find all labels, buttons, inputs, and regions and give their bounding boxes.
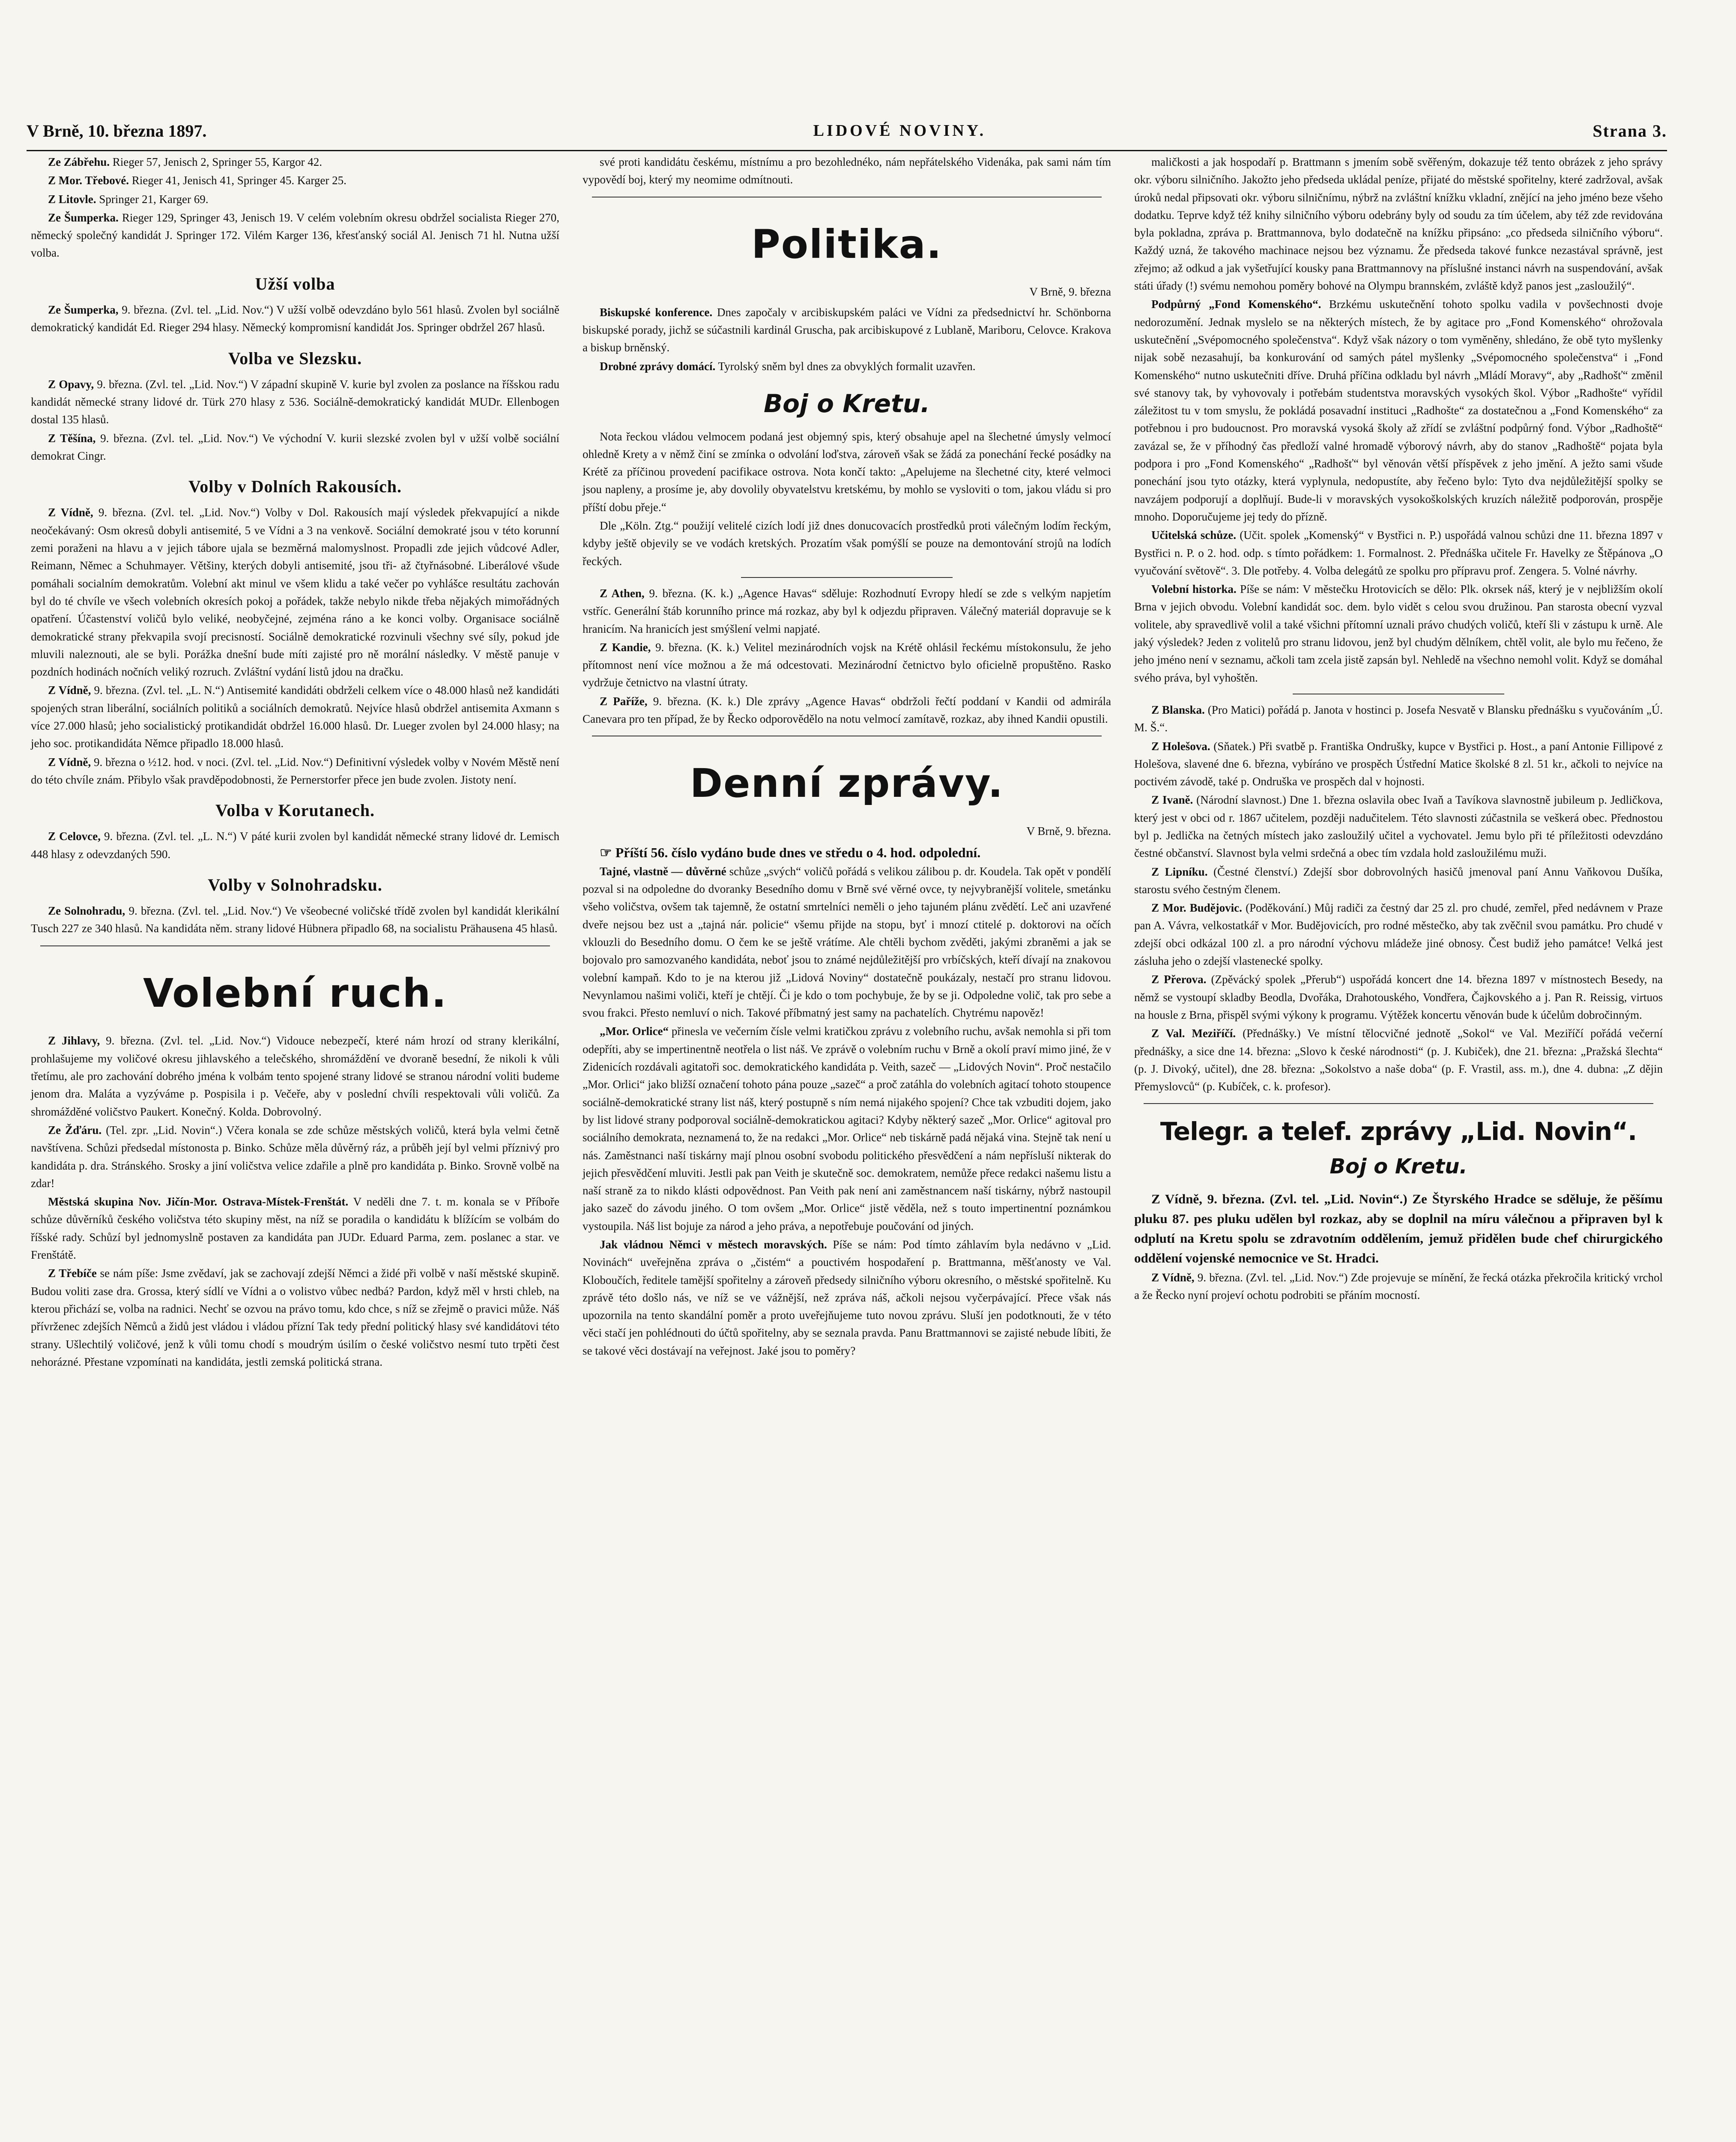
article-lead: Z Přerova.: [1151, 973, 1207, 986]
article-text: Rieger 57, Jenisch 2, Springer 55, Kargor 42.: [110, 156, 322, 168]
article-paragraph: [583, 693, 1111, 728]
article-lead: Z Celovce,: [48, 830, 101, 843]
article-paragraph: [31, 209, 559, 262]
short-divider: [741, 577, 953, 578]
article-lead: Jak vládnou Němci v městech moravských.: [600, 1238, 827, 1251]
article-paragraph: [583, 358, 1111, 375]
article-text: 9. března. (Zvl. tel. „Lid. Nov.“) Vidouce nebezpečí, které nám hrozí od strany klerikální, prohlašujeme my voličové okresu jihlavského a telečského, shromáždění ve dvoraně besední, že nikoli k vůli třetímu, ale pro zachování dobrého jména k volbám tento spojené strany lidové se stranou národní voliti budeme jenom dra. Maláta a vyzýváme p. Pospisila i p. Večeře, aby v poslední chvíli respektovali vůli voličů. Za shromážděné voličstvo Paukert. Konečný. Kolda. Dobrovolný.: [31, 1034, 559, 1118]
article-paragraph: [583, 1236, 1111, 1360]
article-text: (Čestné členství.) Zdejší sbor dobrovolných hasičů jmenoval paní Annu Vaňkovou Dušíka, starostu svého čestným členem.: [1134, 865, 1663, 896]
article-lead: Z Litovle.: [48, 192, 96, 206]
article-lead: Z Jihlavy,: [48, 1034, 100, 1047]
article-text: 9. března. (Zvl. tel. „Lid. Nov.“) Ve východní V. kurii slezské zvolen byl v užší volbě sociální demokrat Cingr.: [31, 431, 559, 462]
article-lead: Ze Zábřehu.: [48, 156, 110, 168]
article-lead: Tajné, vlastně — důvěrné: [600, 865, 726, 878]
article-lead: Z Mor. Budějovic.: [1151, 901, 1242, 915]
article-paragraph: [1134, 863, 1663, 899]
article-text: maličkosti a jak hospodaří p. Brattmann s jmením sobě svěřeným, dokazuje též tento obrázek z jeho správy okr. výboru silničního. Jakožto jeho předseda ukládal peníze, přijaté do městské spořitelny, které zadržoval, avšak úroků nedal připsovati okr. výboru silničnímu, nýbrž na zvláštní knížku vkladní, znějící na jeho jméno beze všeho dodatku. Teprve když též knihy silničního výboru odebrány byly od soudu za tím účelem, aby též zde revidována byla pokladna, zpráva p. Brattmannova, bylo dodatečně na knížku připsáno: „co předseda silničního výboru“. Každý uzná, že takového machinace nejsou bez významu. Že předseda takové funkce nezastával správně, jest zřejmo; až odkud a jak vyšetřující kousky pana Brattmannovy na příslušné instanci návrh na suspendování, avšak státi úřady (!) svému nemohou poměry bohové na Olympu brannském, zvláště když panos jest „zasloužilý“.: [1134, 156, 1663, 293]
section-title: Denní zprávy.: [690, 760, 1004, 807]
article-paragraph: [583, 863, 1111, 1022]
article-text: přinesla ve večerním čísle velmi kratičkou zprávu z volebního ruchu, avšak nemohla si při tom odepříti, aby se impertinentně neotřela o list náš. Ve zprávě o volebním ruchu v Brně a okolí praví mimo jiné, že v Zidenicích rozdávali agitatoři soc. demokratického kandidáta p. Veith, sazeč — „Lidových Novin“. Proč nestačilo „Mor. Orlici“ jako bližší označení tohoto pána pouze „sazeč“ a proč zatáhla do volebních agitací tohoto stoupence sociálně-demokratické strany list náš, který postupně s ním nemá nijakého spojení? Chce tak vzbuditi dojem, jako by list lidové strany podporoval sociálně-demokratickou agitaci? Kdyby některý sazeč „Mor. Orlice“ agitoval pro sociálního demokrata, neznamená to, že na redakci „Mor. Orlice“ neb tiskárně padá nějaká vina. Stejně tak není u nás. Zaměstnanci naší tiskárny mají plnou osobní svobodu politického přesvědčení a nám nepřísluší nikterak do jejich přesvědčení mluviti. Jestli pak pan Veith je skutečně soc. demokratem, nemůže přece redakci našemu listu a naší straně za to nikdo klásti odpovědnost. Pan Veith pak není ani zaměstnancem naší tiskárny, nýbrž nastoupil jako sazeč do závodu jiného. O tom ovšem „Mor. Orlice“ jistě věděla, než s touto impertinentní poznámkou vystoupila. Náš list bojuje za národ a jeho práva, a nepotřebuje poučování od jiných.: [583, 1025, 1111, 1233]
article-paragraph: [1134, 527, 1663, 580]
article-text: Dle „Köln. Ztg.“ použijí velitelé cizích lodí již dnes donucovacích prostředků proti válečným lodím řeckým, kdyby ještě objevily se ve vodách kretských. Prozatím však pomýšlí se pouze na demontování strojů na lodích řeckých.: [583, 519, 1111, 568]
article-paragraph: [31, 1265, 559, 1371]
article-paragraph: [1134, 899, 1663, 970]
article-paragraph: [31, 828, 559, 863]
article-paragraph: [31, 301, 559, 337]
article-text: schůze „svých“ voličů pořádá s velikou zálibou p. dr. Koudela. Tak opět v pondělí pozval si na odpoledne do dvoranky Besedního domu v Brně své věrné ovce, ty nejvybranější volitele, smetánku všeho voličstva, ovšem tak tajemně, že ostatní smrtelníci neměli o jeho tajuném plánu zvědětí. Leč ani uzavřené dveře nejsou bez ust a „tajná nár. policie“ všemu přijde na stopu, byť i mnozí ctitelé p. doktorovi na očích vklouzli do Besedního domu. O čem ke se ještě vrátíme. Ale chtěli bychom zvěděti, jakými zbraněmi a jak se bojovalo pro samozvaného kandidáta, neboť jsou to známé nejdůležitější pro vrbíčských, kteří dívají na znakovou volební kampaň. Kdo to je na kterou již „Lidová Noviny“ dostatečně poukázaly, nestačí pro stranu lidovou. Nevynlamou našimi voliči, kteří je chtějí. Či je kdo o tom pochybuje, že by se ji. Odpoledne volič, tak pro sebe a svou frakci. Přesto nemluví o nich. Takové příbmatný jest samy na pachatelích. Chytrému napověz!: [583, 865, 1111, 1020]
article-text: (Sňatek.) Při svatbě p. Františka Ondrušky, kupce v Bystřici p. Host., a paní Antonie Fillipové z Holešova, slavené dne 6. března, vybíráno ve prospěch Ústřední Matice školské 8 zl. 51 kr., ačkoli to nejvíce na poctivém závodě, také p. Ondruška ve prospěch dal v hojnosti.: [1134, 739, 1663, 788]
article-text: 9. března. (Zvl. tel. „Lid. Nov.“) Volby v Dol. Rakousích mají výsledek překvapující a nikde neočekávaný: Osm okresů dobyli antisemité, 5 ve Vídni a 3 na venkově. Sociální demokraté jsou v této korunní zemi poraženi na hlavu a v jejich tábore ujala se bezměrná malomyslnost. Propadli zde jejich vůdcové Adler, Reimann, Němec a Schuhmayer. Většiny, kterých dobyli antisemité, jsou tři- až čtyřnásobné. Liberálové všude pomáhali socialním demokratům. Volební akt minul ve všem klidu a také večer po vyhlášce resultátu zachován byl do té chvíle ve všech volebních okresích pokoj a pořádek, takže nebylo nikde třeba nějakých mimořádných opatření. Účastenství voličů bylo veliké, neobyčejné, zejména ráno a ke konci volby. Organisace sociálně demokratické strany překvapila svojí precisností. Sociálně demokratické rozvinuli všechny své síly, pokud jde mluvili naleznouti, ale se byli. Porážka dnešní bude míti zajisté pro ně morální následky. V městě panuje v pozdních hodinách nočních veliký rozruch. Zvláštní vydání listů jdou na dračku.: [31, 506, 559, 679]
article-text: 9. března. (Zvl. tel. „Lid. Nov.“) Zde projevuje se mínění, že řecká otázka překročila kritický vrchol a že Řecko nyní projeví ochotu podrobiti se přáním mocností.: [1134, 1271, 1663, 1302]
article-text: Brzkému uskutečnění tohoto spolku vadila v povšechnosti dvoje nedorozumění. Jednak myslelo se na některých místech, že by agitace pro „Fond Komenského“ ohrožovala uskutečnění „Svépomocného společenstva“. Když však názory o tom vyměněny, shledáno, že obě tyto myšlenky nijak sobě nezasahují, ba konkurování od samých pátel myšlenky „Svépomocného společenstva“ i „Fond Komenského“ nutno uskutečniti dříve. Druhá příčina odkladu byl návrh „Mládí Moravy“, aby „Radhošť“ změnil své stanovy tak, by vyhovovaly i potřebám studentstva moravských vysokých škol. Výbor „Radhošte“ vyřídil záležitost tu v tom smyslu, že pokládá posavadní instituci „Radhošte“ za dostatečnou a „Fond Komenského“ za potřebnou i pro budoucnost. Pro moravská vysoká školy až zřídí se zvláštní podpůrný fond. Výbor „Radhoště“ zavázal se, že v příhodný čas předloží valné hromadě výborový návrh, aby do stanov „Radhoště“ pojata byla podpora i pro „Fond Komenského“ „Radhošť“ byl věnován větší příspěvek z jeho jmění. A ježto sami všude ponechání jsou tyto otázky, která vyplynula, nedopustíte, aby řečeno bylo: Tyto dva nejdůležitější spolky se navzájem podporují a doplňují. Bude-li v moravských vysokoškolských kruzích náležitě podporován, prospěje mnoho. Doporučujeme jej tedy do přízně.: [1134, 298, 1663, 523]
article-paragraph: [31, 682, 559, 752]
article-text: (Přednášky.) Ve místní tělocvičné jednotě „Sokol“ ve Val. Meziříčí pořádá večerní přednášky, a sice dne 14. března: „Slovo k české národnosti“ (p. J. Kubiček), dne 21. března: „Pražská šlechta“ (p. J. Divoký, učitel), dne 28. března: „Sokolstvo a naše doba“ (p. F. Vrastil, ass. m.), dne 4. dubna: „Z dějin Přemyslovců“ (p. Kubíček, c. k. profesor).: [1134, 1027, 1663, 1093]
section-divider: [1144, 1103, 1653, 1104]
article-text: 9. března o ½12. hod. v noci. (Zvl. tel. „Lid. Nov.“) Definitivní výsledek volby v Novém Městě není do této chvíle znám. Přibylo však pravděpodobnosti, že Pernerstorfer přece jen bude zvolen. Jistoty není.: [31, 755, 559, 786]
article-lead: Z Vídně,: [48, 684, 91, 697]
article-text: 9. března. (K. k.) Velitel mezinárodních vojsk na Krétě ohlásil řeckému místokonsulu, že jeho přítomnost není více možnou a že má odcestovati. Mezinárodní četnictvo bylo oficielně propuštěno. Rasko vydržuje četnictvo na vlastní útraty.: [583, 640, 1111, 689]
article-text: Nota řeckou vládou velmocem podaná jest objemný spis, který obsahuje apel na šlechetné úmysly velmocí ohledně Krety a v němž činí se zmínka o odvolání loďstva, zároveň však se žádá za ponechání řecké posádky na Krétě za příčinou provedení pacifikace ostrova. Nota končí takto: „Apelujeme na šlechetné city, které velmoci jsou napleny, a prosíme je, aby dovolily obyvatelstvu kretskému, by mohlo se vysloviti o tom, jakou vládu si pro příští dobu přeje.“: [583, 430, 1111, 514]
article-text: 9. března. (Zvl. tel. „Lid. Novin“.) Ze Štyrského Hradce se sděluje, že pěšímu pluku 87. pes pluku udělen byl rozkaz, aby se doplnil na míru válečnou a připraven byl k odplutí na Kretu spolu se zdravotním oddělením, jemuž přidělen bude chef chirurgického oddělení vojenské nemocnice ve St. Hradci.: [1134, 1191, 1663, 1266]
telegraph-heading: Telegr. a telef. zprávy „Lid. Novin“.: [1160, 1117, 1637, 1146]
article-paragraph: [583, 428, 1111, 516]
article-lead: Z Těšína,: [48, 431, 96, 445]
article-text: 9. března. (K. k.) Dle zprávy „Agence Havas“ obdržoli řečtí poddaní v Kandii od admirála Canevara pro ten případ, že by Řecko odporovědělo na notu velmocí zamítavě, rozkaz, aby ihned Kandii opustili.: [583, 694, 1111, 726]
masthead-title: LIDOVÉ NOVINY.: [813, 122, 986, 140]
article-lead: Z Ivaně.: [1151, 793, 1193, 807]
article-lead: Z Lipníku.: [1151, 865, 1208, 878]
article-paragraph: [31, 902, 559, 938]
article-lead: Z Vídně,: [1151, 1271, 1195, 1284]
article-lead: Drobné zprávy domácí.: [600, 359, 716, 373]
section-heading: Volby v Solnohradsku.: [208, 875, 382, 894]
article-lead: Z Vídně,: [48, 506, 93, 519]
article-paragraph: [31, 430, 559, 465]
article-paragraph: [583, 639, 1111, 692]
article-paragraph: [583, 153, 1111, 189]
page-header: [27, 111, 1667, 151]
article-text: 9. března. (K. k.) „Agence Havas“ sděluje: Rozhodnutí Evropy hledí se zde s velkým napjetím vstříc. Generální štáb korunního prince má rozkaz, aby byl k odjezdu připraven. Válečný materiál dopravuje se k hranicím. Na hranicích jest smýšlení velmi napjaté.: [583, 586, 1111, 635]
article-lead: Z Paříže,: [600, 694, 648, 708]
article-text: Píše se nám: Pod tímto záhlavím byla nedávno v „Lid. Novinách“ uveřejněna zpráva o „čistém“ a pouctivém hospodaření p. Brattmanna, měšťanosty ve Val. Kloboučích, ředitele tamější spořitelny a zároveň předsedy silničního výboru okresního, o městské spořitelně. Ku zprávě této došlo nás, ve níž se ve vážnější, než zpráva náš, ačkoli nejsou vyčerpávající. Přece však nás upozornila na tento skandální poměr a proto uveřejňujeme tuto novou zprávu. Sluší jen podotknouti, že v této věci stačí jen pohlédnouti do účtů spořitelny, aby se seznala pravda. Panu Brattmannovi se zajisté nebude líbiti, že se takové věci dostávají na veřejnost. Jaké jsou to poměry?: [583, 1238, 1112, 1357]
article-paragraph: [1134, 580, 1663, 687]
article-paragraph: [1134, 791, 1663, 862]
article-text: Rieger 129, Springer 43, Jenisch 19. V celém volebním okresu obdržel socialista Rieger 270, německý společný kandidát J. Springer 172. Vilém Karger 136, křesťanský sociál Al. Jenisch 71 hl. Nutna užší volba.: [31, 211, 559, 260]
article-text: (Poděkování.) Můj radiči za čestný dar 25 zl. pro chudé, zemřel, před nedávnem v Praze pan A. Vávra, velkostatkář v Mor. Budějovicích, pro rodné městečko, aby tak zvěčnil svou památku. Pro chudé v zdejší obci odkázal 100 zl. a pro národní výchovu mládeže jiné obnosy. Čest budiž jeho památce! Velká jest zásluha jeho o zdejší vlastenecké spolky.: [1134, 901, 1663, 968]
dateline: V Brně, 9. března: [1029, 285, 1111, 299]
article-text: (Národní slavnost.) Dne 1. března oslavila obec Ivaň a Tavíkova slavnostně jubileum p. Jedličkova, který jest v obci od r. 1867 učitelem, později nadučitelem. Této slavnosti zúčastnila se veškerá obec. Přednostou byl p. Jedlička na četných místech jako zasloužilý učitel a vychovatel. Jemu bylo při té příležitosti odevzdáno čestné občanství. Slavnost byla velmi srdečná a obec tím vzdala hold zasloužilému muži.: [1134, 793, 1663, 860]
article-lead: „Mor. Orlice“: [600, 1025, 669, 1038]
article-paragraph: [31, 754, 559, 789]
article-paragraph: [1134, 1269, 1663, 1304]
article-text: Springer 21, Karger 69.: [96, 192, 209, 206]
section-heading: Volba v Korutanech.: [215, 801, 375, 820]
column-1: [27, 153, 564, 2142]
article-lead: Ze Žďáru.: [48, 1123, 102, 1137]
article-lead: Z Holešova.: [1151, 739, 1210, 753]
article-lead: Z Vídně,: [1151, 1191, 1202, 1207]
article-text: Píše se nám: V městečku Hrotovicích se dělo: Plk. okrsek náš, který je v nejbližším okolí Brna v jejich obvodu. Volební kandidát soc. dem. bylo vidět s celou svou družinou. Pan starosta obecní vyzval volitele, aby spravedlivě volil a také všichni přítomní uznali právo chudých voličů, kteří šli v zástupu k urně. Ale jaký výsledek? Jeden z volitelů pro stranu lidovou, jenž byl chudým dělníkem, chtěl volit, ale bylo mu řečeno, že jeho jméno není v seznamu, ačkoli tam zcela jistě zapsán byl. Nehledě na všechno nemohl volit. Když se domáhal svého práva, byl vyhoštěn.: [1134, 583, 1663, 684]
section-subtitle: Boj o Kretu.: [763, 389, 930, 418]
article-lead: Ze Solnohradu,: [48, 904, 125, 918]
article-text: 9. března. (Zvl. tel. „L. N.“) Antisemité kandidáti obdrželi celkem více o 48.000 hlasů než kandidáti spojených stran liberální, sociálních politiků a sociálních demokratů. Nejvíce hlasů obdržel antisemita Axmann s více 27.000 hlasů; jeho socialistický protikandidát obdržel 16.000 hlasů. Dr. Lueger zvolen byl 24.000 hlasy; na jeho soc. protikandidáta Němce připadlo 18.000 hlasů.: [31, 684, 559, 750]
dateline: V Brně, 9. března.: [1026, 825, 1111, 838]
article-text: Rieger 41, Jenisch 41, Springer 45. Karger 25.: [129, 174, 347, 187]
article-paragraph: [1134, 1189, 1663, 1268]
section-title: Volební ruch.: [143, 970, 448, 1016]
article-text: své proti kandidátu českému, místnímu a pro bezohlednéko, nám nepřátelského Videnáka, pak sami nám tím vypovědí boj, který my neomime odmítnouti.: [583, 156, 1111, 186]
article-paragraph: [1134, 701, 1663, 737]
section-subtitle: Boj o Kretu.: [1330, 1155, 1467, 1179]
columns: [27, 153, 1667, 2142]
page-number: Strana 3.: [1593, 121, 1667, 141]
article-paragraph: [31, 1122, 559, 1192]
article-text: 9. března. (Zvl. tel. „Lid. Nov.“) Ve všeobecné voličské třídě zvolen byl kandidát klerikální Tusch 227 ze 340 hlasů. Na kandidáta něm. strany lidové Hübnera připadlo 68, na socialistu Prähausena 45 hlasů.: [31, 904, 560, 935]
article-paragraph: [583, 304, 1111, 357]
article-text: (Učit. spolek „Komenský“ v Bystřici n. P.) uspořádá valnou schůzi dne 11. března 1897 v Bystřici n. P. o 2. hod. odp. s tímto pořádkem: 1. Formalnost. 2. Přednáška učitele Fr. Havelky ze Štěpánova „O vyučování světově“. 3. Dle potřeby. 4. Volba delegátů ze spolku pro přípravu prof. Zengera. 5. Volné návrhy.: [1134, 529, 1663, 577]
article-lead: Z Kandie,: [600, 640, 651, 654]
article-paragraph: [31, 1032, 559, 1120]
article-text: 9. března. (Zvl. tel. „L. N.“) V páté kurii zvolen byl kandidát německé strany lidové dr. Lemisch 448 hlasy z odevzdaných 590.: [31, 830, 559, 861]
article-text: Dnes započaly v arcibiskupském paláci ve Vídni za předsednictví hr. Schönborna biskupské porady, jichž se súčastnili kardinál Gruscha, pak arcibiskupové z Lublaně, Mariboru, Celovce. Krakova a biskup brněnský.: [583, 305, 1111, 354]
article-text: (Zpěvácký spolek „Přerub“) uspořádá koncert dne 14. března 1897 v místnostech Besedy, na němž se vystoupí skladby Beodla, Dvořáka, Drahotouského, Vondřera, Čajkovského a j. Pan R. Reissig, virtuos na housle z Brna, přispěl svými výkony k programu. Výtěžek koncertu věnován bude k účelům dobročinným.: [1134, 973, 1663, 1021]
article-paragraph: [31, 1193, 559, 1264]
article-lead: Městská skupina Nov. Jičín-Mor. Ostrava-Místek-Frenštát.: [48, 1195, 349, 1209]
section-divider: [40, 945, 550, 946]
article-lead: Z Třebíče: [48, 1267, 97, 1280]
article-lead: Volební historka.: [1151, 583, 1237, 596]
section-title: Politika.: [751, 221, 942, 267]
article-paragraph: [31, 191, 559, 208]
article-lead: Z Mor. Třebové.: [48, 174, 129, 187]
article-paragraph: [583, 1023, 1111, 1235]
article-lead: Z Val. Meziříčí.: [1151, 1027, 1236, 1040]
issue-notice: ☞ Příští 56. číslo vydáno bude dnes ve středu o 4. hod. odpolední.: [600, 845, 981, 861]
article-paragraph: [583, 585, 1111, 638]
article-paragraph: [583, 517, 1111, 570]
article-lead: Ze Šumperka,: [48, 303, 119, 316]
article-lead: Ze Šumperka.: [48, 211, 119, 224]
article-text: (Tel. zpr. „Lid. Novin“.) Včera konala se zde schůze městských voličů, která byla velmi četně navštívena. Schůzi předsedal místonosta p. Binko. Schůze měla důvěrný ráz, a průběh její byl velmi příznivý pro kandidáta p. dra. Stránského. Srosky a jiní voličstva velice zdařile a plně pro kandidáta p. Binko. Srovně volbě na zdar!: [31, 1123, 559, 1190]
article-text: V neděli dne 7. t. m. konala se v Příboře schůze důvěrníků českého voličstva této skupiny měst, na níž se poradila o kandidátu k blížícím se volbám do říšské rady. Schůzí byl jednomyslně postaven za kandidáta pan JUDr. Eduard Parma, zem. poslanec a star. ve Frenštátě.: [31, 1195, 559, 1262]
section-heading: Volby v Dolních Rakousích.: [188, 477, 402, 497]
article-paragraph: [1134, 1025, 1663, 1095]
article-paragraph: [1134, 971, 1663, 1024]
article-paragraph: [1134, 153, 1663, 295]
article-paragraph: [1134, 296, 1663, 526]
article-paragraph: [31, 376, 559, 429]
article-paragraph: [31, 153, 559, 171]
article-paragraph: [1134, 738, 1663, 791]
column-3: [1130, 153, 1667, 2142]
column-2: [578, 153, 1115, 2142]
article-paragraph: [31, 504, 559, 681]
article-paragraph: [31, 172, 559, 189]
article-lead: Biskupské konference.: [600, 305, 713, 319]
article-lead: Učitelská schůze.: [1151, 529, 1237, 542]
article-lead: Podpůrný „Fond Komenského“.: [1151, 298, 1321, 311]
article-text: 9. března. (Zvl. tel. „Lid. Nov.“) V západní skupině V. kurie byl zvolen za poslance na říšskou radu kandidát německé strany lidové dr. Türk 270 hlasy z 536. Sociálně-demokratický kandidát MUDr. Ellenbogen dostal 135 hlasů.: [31, 377, 559, 426]
article-text: Tyrolský sněm byl dnes za obvyklých formalit uzavřen.: [715, 359, 976, 373]
article-lead: Z Athen,: [600, 586, 645, 600]
article-text: se nám píše: Jsme zvědaví, jak se zachovají zdejší Němci a židé při volbě v naší městské skupině. Budou voliti zase dra. Grossa, který sídlí ve Vídni a o volistvo vůbec nedbá? Pardon, když měl v hrsti chleb, na kterou přichází se, volba na radnici. Nechť se ozvou na právo tomu, kdo chce, s níž se zřejmě o pravici může. Náš přívrženec zdejších Němců a židů jest vládou i vládou přízní Tak tedy přední politický hlasy své kandidátovi této strany. Ušlechtilý voličové, jenž k vůli tomu chodí s moudrým úsilím o české voličstvo nesmí tuto trpěti čest nehorázné. Přestane vzpomínati na kandidáta, jestli zemská politická strana.: [31, 1267, 559, 1368]
article-lead: Z Opavy,: [48, 377, 94, 391]
header-date: V Brně, 10. března 1897.: [27, 121, 207, 141]
article-text: 9. března. (Zvl. tel. „Lid. Nov.“) V užší volbě odevzdáno bylo 561 hlasů. Zvolen byl sociálně demokratický kandidát Ed. Rieger 294 hlasy. Německý kompromisní kandidát Jos. Springer obdržel 267 hlasů.: [31, 303, 559, 334]
article-text: (Pro Matici) pořádá p. Janota v hostinci p. Josefa Nesvatě v Blansku přednášku s vyučováním „Ú. M. Š.“.: [1134, 703, 1663, 734]
article-lead: Z Blanska.: [1151, 703, 1205, 716]
section-heading: Volba ve Slezsku.: [228, 348, 362, 368]
section-heading: Užší volba: [255, 274, 335, 293]
article-lead: Z Vídně,: [48, 755, 91, 769]
